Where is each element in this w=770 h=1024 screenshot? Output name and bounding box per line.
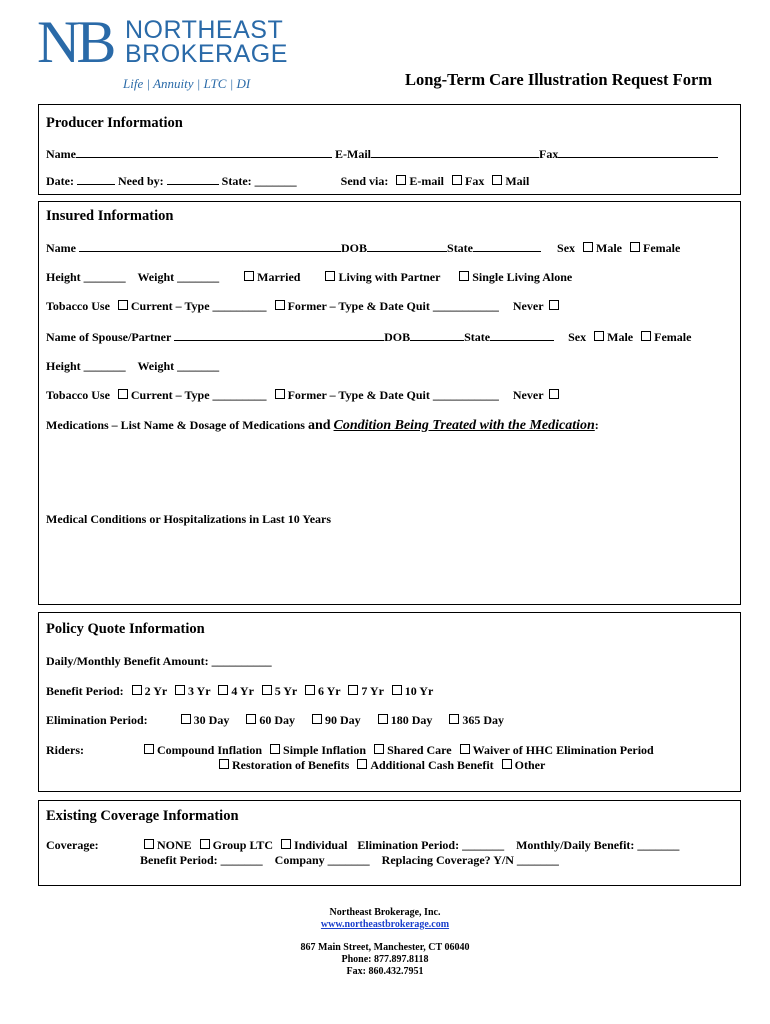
existing-bp-label: Benefit Period: _______: [140, 853, 263, 867]
elimination-row: [46, 713, 504, 728]
medications-row: [46, 418, 599, 434]
rider-option: Additional Cash Benefit: [370, 758, 494, 772]
conditions-label: Medical Conditions or Hospitalizations in Last 10 Years: [46, 512, 332, 526]
medications-field[interactable]: [46, 438, 734, 506]
producer-send-via-label: Send via:: [340, 174, 389, 188]
spouse-female-label: Female: [654, 330, 692, 344]
rider-option: Other: [514, 758, 546, 772]
producer-state-label: State: _______: [221, 174, 297, 188]
insured-name-field[interactable]: [79, 240, 341, 252]
producer-email-label: E-Mail: [335, 147, 371, 161]
footer-company: Northeast Brokerage, Inc.: [329, 907, 441, 918]
rider-checkbox[interactable]: [219, 759, 229, 769]
riders-row-1: [46, 743, 654, 758]
tobacco-former-label: Former – Type & Date Quit ___________: [287, 299, 499, 313]
producer-row-2: [46, 173, 529, 189]
riders-row-2: [214, 758, 545, 773]
bp-option: 10 Yr: [404, 684, 434, 698]
bp-checkbox[interactable]: [175, 685, 185, 695]
insured-state-field[interactable]: [473, 240, 541, 252]
tobacco-former-checkbox[interactable]: [275, 300, 285, 310]
medications-and: and: [307, 418, 331, 433]
bp-checkbox[interactable]: [305, 685, 315, 695]
tobacco-never-label: Never: [512, 299, 544, 313]
spouse-name-field[interactable]: [174, 329, 384, 341]
footer-address: 867 Main Street, Manchester, CT 06040: [300, 942, 470, 953]
insured-height-label: Height _______: [46, 270, 126, 284]
tobacco-current-checkbox[interactable]: [118, 300, 128, 310]
bp-option: 6 Yr: [318, 684, 341, 698]
ep-option: 60 Day: [259, 713, 296, 727]
insured-sex-label: Sex: [557, 241, 576, 255]
existing-company-label: Company _______: [274, 853, 370, 867]
footer-fax: Fax: 860.432.7951: [346, 966, 424, 977]
form-title: Long-Term Care Illustration Request Form: [405, 70, 713, 89]
ep-checkbox[interactable]: [246, 714, 256, 724]
bp-option: 7 Yr: [361, 684, 384, 698]
spouse-tobacco-never-label: Never: [512, 388, 544, 402]
producer-fax-label: Fax: [539, 147, 559, 161]
insured-row-height: [46, 270, 572, 285]
policy-section: [38, 612, 741, 792]
existing-monthly-label: Monthly/Daily Benefit: _______: [516, 838, 680, 852]
coverage-individual-checkbox[interactable]: [281, 839, 291, 849]
footer-website-wrap: [0, 919, 770, 930]
rider-option: Simple Inflation: [283, 743, 367, 757]
logo-name-line1: NORTHEAST: [125, 16, 284, 44]
coverage-individual-label: Individual: [294, 838, 348, 852]
ep-checkbox[interactable]: [181, 714, 191, 724]
rider-checkbox[interactable]: [144, 744, 154, 754]
ep-option: 180 Day: [390, 713, 433, 727]
spouse-tobacco-current-checkbox[interactable]: [118, 389, 128, 399]
spouse-tobacco-current-label: Current – Type _________: [130, 388, 267, 402]
benefit-period-label: Benefit Period:: [46, 684, 124, 698]
spouse-male-checkbox[interactable]: [594, 331, 604, 341]
insured-section-title: Insured Information: [46, 208, 174, 224]
rider-checkbox[interactable]: [502, 759, 512, 769]
spouse-name-label: Name of Spouse/Partner: [46, 330, 172, 344]
spouse-tobacco-former-checkbox[interactable]: [275, 389, 285, 399]
spouse-row-tobacco: [46, 388, 562, 403]
rider-option: Shared Care: [387, 743, 452, 757]
spouse-female-checkbox[interactable]: [641, 331, 651, 341]
existing-row-2: [140, 853, 559, 868]
ep-checkbox[interactable]: [312, 714, 322, 724]
tobacco-current-label: Current – Type _________: [130, 299, 267, 313]
spouse-dob-field[interactable]: [410, 329, 464, 341]
send-email-checkbox[interactable]: [396, 175, 406, 185]
spouse-tobacco-former-label: Former – Type & Date Quit ___________: [287, 388, 499, 402]
producer-name-label: Name: [46, 147, 76, 161]
living-partner-label: Living with Partner: [338, 270, 441, 284]
spouse-state-field[interactable]: [490, 329, 554, 341]
bp-option: 3 Yr: [188, 684, 211, 698]
insured-dob-field[interactable]: [367, 240, 447, 252]
coverage-group-checkbox[interactable]: [200, 839, 210, 849]
producer-fax-field[interactable]: [558, 146, 718, 158]
producer-name-field[interactable]: [76, 146, 332, 158]
coverage-label: Coverage:: [46, 838, 99, 852]
existing-elimination-label: Elimination Period: _______: [357, 838, 505, 852]
ep-option: 90 Day: [325, 713, 361, 727]
benefit-amount-row: [46, 654, 272, 669]
single-checkbox[interactable]: [459, 271, 469, 281]
producer-section: [38, 104, 741, 195]
send-fax-checkbox[interactable]: [452, 175, 462, 185]
insured-male-label: Male: [596, 241, 623, 255]
bp-option: 4 Yr: [231, 684, 254, 698]
producer-need-by-field[interactable]: [167, 173, 219, 185]
bp-checkbox[interactable]: [262, 685, 272, 695]
bp-option: 2 Yr: [144, 684, 167, 698]
bp-checkbox[interactable]: [392, 685, 402, 695]
send-fax-label: Fax: [465, 174, 485, 188]
living-partner-checkbox[interactable]: [325, 271, 335, 281]
footer-phone: Phone: 877.897.8118: [341, 954, 429, 965]
insured-row-tobacco: [46, 299, 562, 314]
insured-row-name: [46, 240, 680, 256]
producer-date-label: Date:: [46, 174, 74, 188]
spouse-male-label: Male: [607, 330, 634, 344]
rider-checkbox[interactable]: [460, 744, 470, 754]
logo-name-line2: BROKERAGE: [125, 40, 288, 68]
rider-checkbox[interactable]: [270, 744, 280, 754]
ep-option: 30 Day: [193, 713, 230, 727]
coverage-group-label: Group LTC: [212, 838, 274, 852]
bp-checkbox[interactable]: [348, 685, 358, 695]
medications-label: Medications – List Name & Dosage of Medications: [46, 418, 305, 432]
insured-dob-label: DOB: [341, 241, 368, 255]
producer-date-field[interactable]: [77, 173, 115, 185]
medications-condition: Condition Being Treated with the Medication: [333, 418, 595, 433]
ep-checkbox[interactable]: [378, 714, 388, 724]
coverage-none-checkbox[interactable]: [144, 839, 154, 849]
bp-checkbox[interactable]: [218, 685, 228, 695]
insured-section: [38, 201, 741, 605]
bp-checkbox[interactable]: [132, 685, 142, 695]
existing-replacing-label: Replacing Coverage? Y/N _______: [381, 853, 559, 867]
coverage-none-label: NONE: [157, 838, 192, 852]
single-label: Single Living Alone: [472, 270, 573, 284]
spouse-state-label: State: [464, 330, 491, 344]
producer-email-field[interactable]: [371, 146, 539, 158]
medications-colon: :: [594, 418, 599, 432]
insured-weight-label: Weight _______: [137, 270, 220, 284]
married-checkbox[interactable]: [244, 271, 254, 281]
conditions-row: [46, 512, 331, 527]
send-mail-label: Mail: [505, 174, 530, 188]
producer-section-title: Producer Information: [46, 115, 183, 131]
logo-monogram: NB: [37, 9, 113, 75]
footer-website-link[interactable]: www.northeastbrokerage.com: [320, 919, 450, 930]
benefit-period-row: [46, 684, 433, 699]
insured-male-checkbox[interactable]: [583, 242, 593, 252]
spouse-height-label: Height _______: [46, 359, 126, 373]
spouse-sex-label: Sex: [568, 330, 587, 344]
rider-option: Compound Inflation: [157, 743, 263, 757]
spouse-weight-label: Weight _______: [137, 359, 220, 373]
company-logo: [37, 9, 297, 94]
insured-name-label: Name: [46, 241, 76, 255]
spouse-row-height: [46, 359, 219, 374]
existing-row-1: [46, 838, 679, 853]
rider-checkbox[interactable]: [374, 744, 384, 754]
ep-checkbox[interactable]: [449, 714, 459, 724]
elimination-label: Elimination Period:: [46, 713, 148, 727]
spouse-tobacco-label: Tobacco Use: [46, 388, 110, 402]
married-label: Married: [257, 270, 301, 284]
existing-section-title: Existing Coverage Information: [46, 808, 239, 824]
spouse-dob-label: DOB: [384, 330, 411, 344]
riders-label: Riders:: [46, 743, 84, 757]
spouse-tobacco-never-checkbox[interactable]: [549, 389, 559, 399]
policy-section-title: Policy Quote Information: [46, 621, 205, 637]
insured-female-label: Female: [643, 241, 681, 255]
rider-option: Waiver of HHC Elimination Period: [472, 743, 654, 757]
conditions-field[interactable]: [46, 532, 734, 600]
send-email-label: E-mail: [409, 174, 445, 188]
rider-option: Restoration of Benefits: [232, 758, 350, 772]
bp-option: 5 Yr: [274, 684, 298, 698]
rider-checkbox[interactable]: [357, 759, 367, 769]
insured-state-label: State: [447, 241, 474, 255]
logo-tagline: Life | Annuity | LTC | DI: [123, 76, 251, 91]
spouse-row-name: [46, 329, 691, 345]
tobacco-label: Tobacco Use: [46, 299, 110, 313]
send-mail-checkbox[interactable]: [492, 175, 502, 185]
producer-row-1: [46, 146, 718, 162]
benefit-amount-label: Daily/Monthly Benefit Amount: __________: [46, 654, 272, 668]
existing-coverage-section: [38, 800, 741, 886]
logo-name: [125, 18, 288, 66]
tobacco-never-checkbox[interactable]: [549, 300, 559, 310]
producer-need-by-label: Need by:: [117, 174, 164, 188]
insured-female-checkbox[interactable]: [630, 242, 640, 252]
ep-option: 365 Day: [462, 713, 505, 727]
